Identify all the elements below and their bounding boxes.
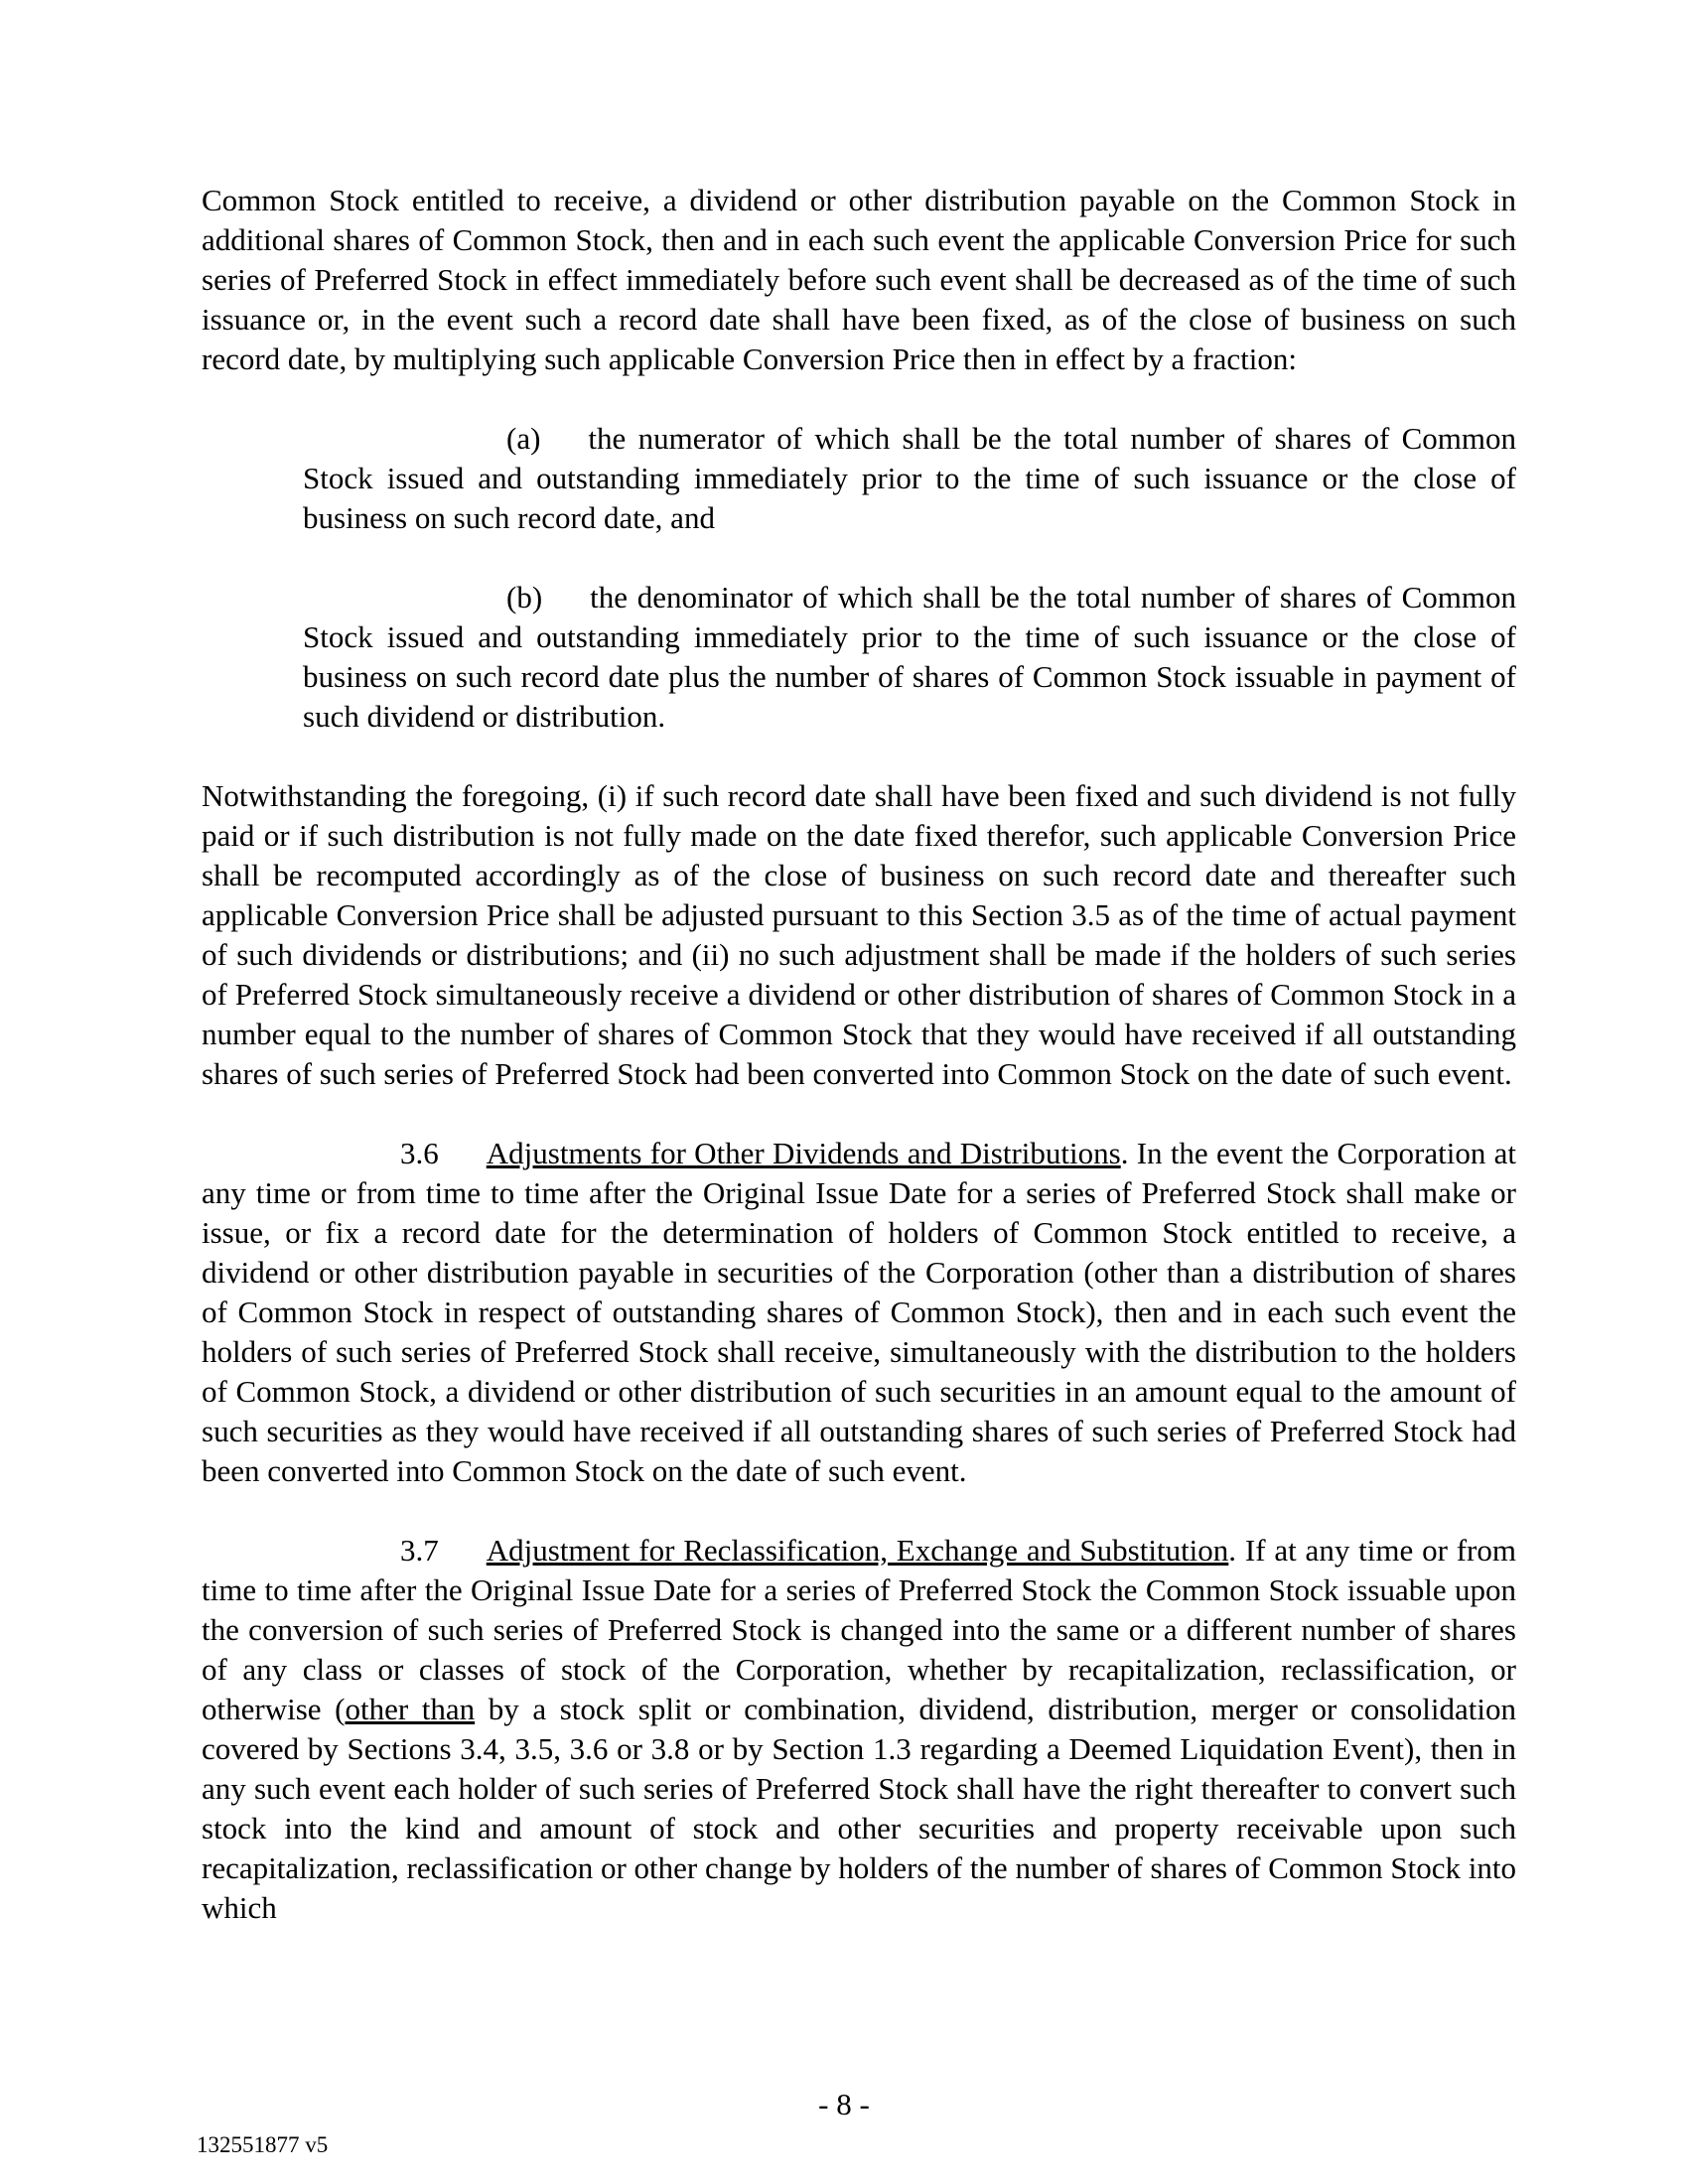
section-3-7 (202, 1531, 1516, 1928)
section-3-7-heading: Adjustment for Reclassification, Exchange and Substitution (486, 1533, 1229, 1568)
document-body (202, 181, 1516, 1968)
item-b-label: (b) (506, 580, 543, 614)
section-3-7-body-part1: . If at any time or from time to time after the Original Issue Date for a series of Preferred Stock the Common Stock issuable upon the conversion of such series of Preferred Stock is changed into the same or a different number of shares of any class or classes of stock of the Corporation, whether by recapitalization, reclassification, or otherwise ( (202, 1533, 1516, 1726)
list-item-b (303, 578, 1516, 737)
paragraph-continuation: Common Stock entitled to receive, a dividend or other distribution payable on the Common Stock in additional shares of Common Stock, then and in each such event the applicable Conversion Price for such series of Preferred Stock in effect immediately before such event shall be decreased as of the time of such issuance or, in the event such a record date shall have been fixed, as of the close of business on such record date, by multiplying such applicable Conversion Price then in effect by a fraction: (202, 183, 1516, 376)
paragraph-notwithstanding: Notwithstanding the foregoing, (i) if such record date shall have been fixed and such dividend is not fully paid or if such distribution is not fully made on the date fixed therefor, such applicable Conversion Price shall be recomputed accordingly as of the close of business on such record date and thereafter such applicable Conversion Price shall be adjusted pursuant to this Section 3.5 as of the time of actual payment of such dividends or distributions; and (ii) no such adjustment shall be made if the holders of such series of Preferred Stock simultaneously receive a dividend or other distribution of shares of Common Stock in a number equal to the number of shares of Common Stock that they would have received if all outstanding shares of such series of Preferred Stock had been converted into Common Stock on the date of such event. (202, 778, 1516, 1091)
item-a-label: (a) (506, 421, 541, 456)
item-b-text: the denominator of which shall be the total number of shares of Common Stock issued and outstanding immediately prior to the time of such issuance or the close of business on such record date plus the number of shares of Common Stock issuable in payment of such dividend or distribution. (303, 580, 1516, 734)
section-3-6 (202, 1134, 1516, 1491)
footer-page-number: - 8 - (818, 2087, 870, 2121)
section-3-7-body-part2: by a stock split or combination, dividend, distribution, merger or consolidation covered by Sections 3.4, 3.5, 3.6 or 3.8 or by Section 1.3 regarding a Deemed Liquidation Event), then in any such event each holder of such series of Preferred Stock shall have the right thereafter to convert such stock into the kind and amount of stock and other securities and property receivable upon such recapitalization, reclassification or other change by holders of the number of shares of Common Stock into which (202, 1692, 1516, 1925)
list-item-a (303, 419, 1516, 538)
footer-doc-id: 132551877 v5 (197, 2132, 329, 2157)
section-3-6-heading: Adjustments for Other Dividends and Distributions (486, 1136, 1121, 1170)
underlined-phrase-other-than: other than (345, 1692, 476, 1726)
section-3-7-number: 3.7 (400, 1533, 439, 1568)
section-3-6-body: . In the event the Corporation at any time or from time to time after the Original Issue Date for a series of Preferred Stock shall make or issue, or fix a record date for the determination of holders of Common Stock entitled to receive, a dividend or other distribution payable in securities of the Corporation (other than a distribution of shares of Common Stock in respect of outstanding shares of Common Stock), then and in each such event the holders of such series of Preferred Stock shall receive, simultaneously with the distribution to the holders of Common Stock, a dividend or other distribution of such securities in an amount equal to the amount of such securities as they would have received if all outstanding shares of such series of Preferred Stock had been converted into Common Stock on the date of such event. (202, 1136, 1516, 1488)
item-a-text: the numerator of which shall be the total number of shares of Common Stock issued and outstanding immediately prior to the time of such issuance or the close of business on such record date, and (303, 421, 1516, 535)
section-3-6-number: 3.6 (400, 1136, 439, 1170)
